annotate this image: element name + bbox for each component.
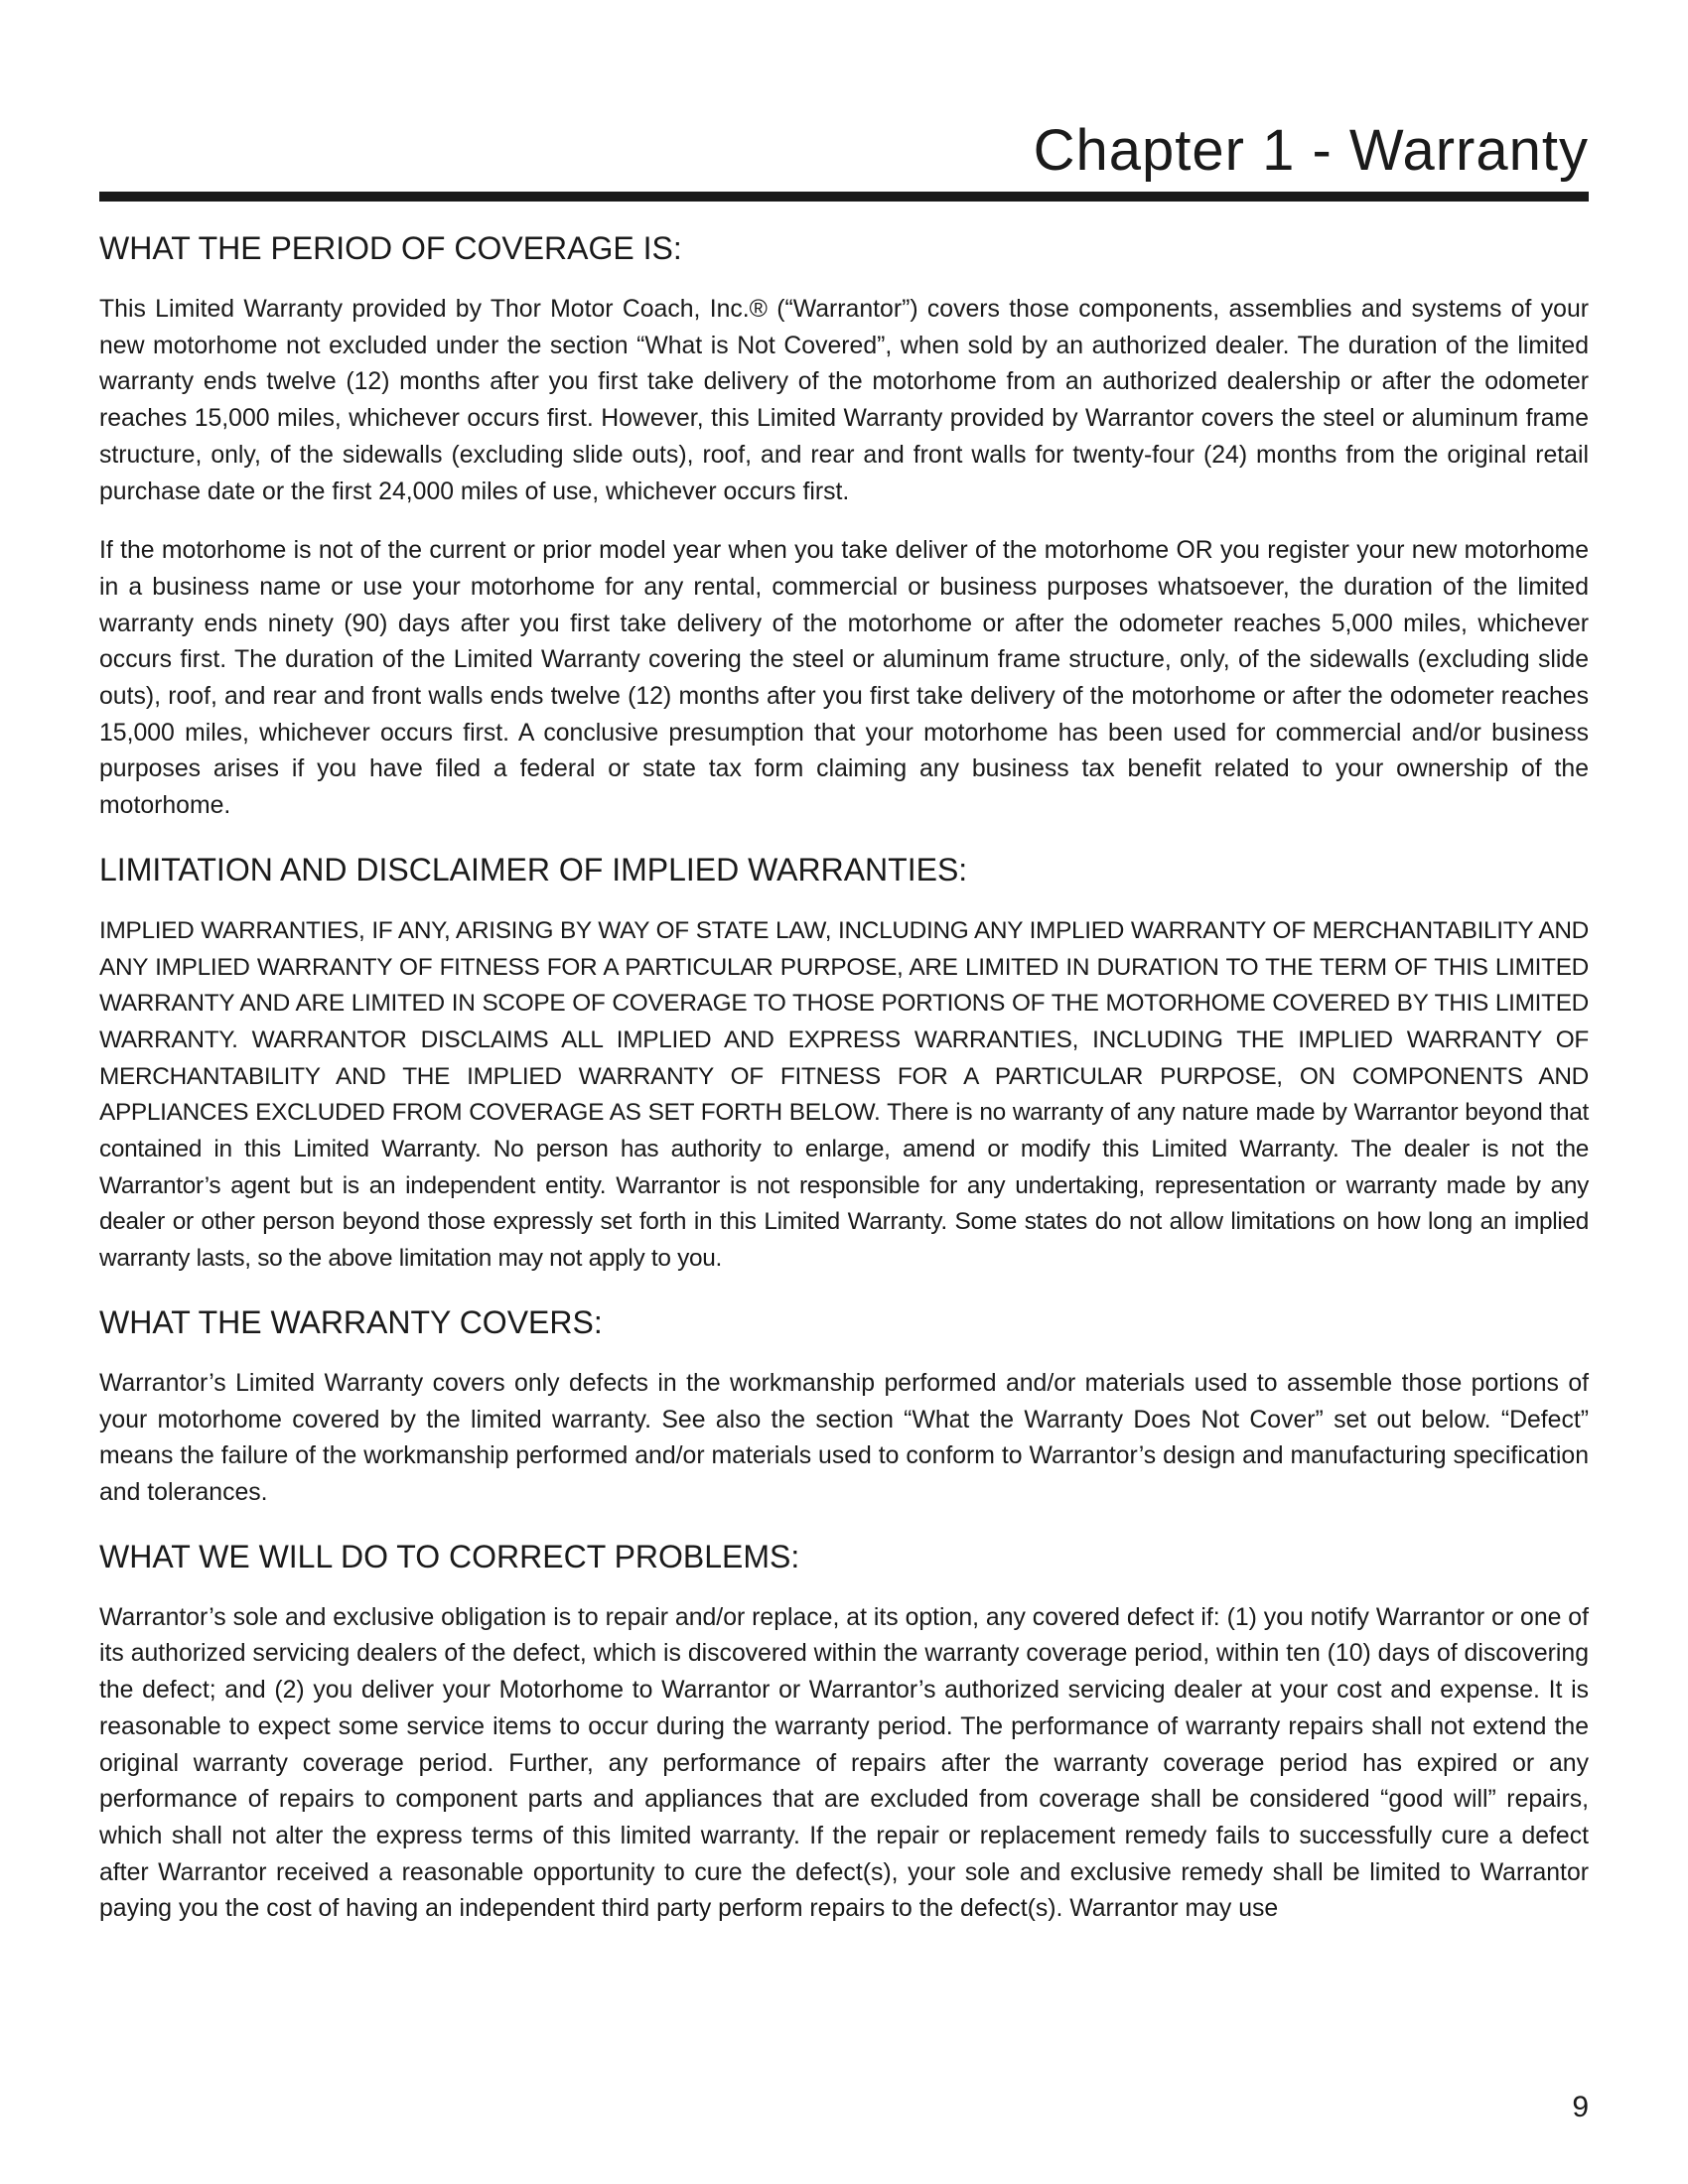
paragraph-correct-problems: Warrantor’s sole and exclusive obligation is to repair and/or replace, at its option, any covered defect if: (1) you notify Warrantor or one of its authorized servicing dealers of the defect, which is discovered within the warranty coverage period, within ten (10) days of discovering the defect; and (2) you deliver your Motorhome to Warrantor or Warrantor’s authorized servicing dealer at your cost and expense. It is reasonable to expect some service items to occur during the warranty period. The performance of warranty repairs shall not extend the original warranty coverage period. Further, any performance of repairs after the warranty coverage period has expired or any performance of repairs to component parts and appliances that are excluded from coverage shall be considered “good will” repairs, which shall not alter the express terms of this limited warranty. If the repair or replacement remedy fails to successfully cure a defect after Warrantor received a reasonable opportunity to cure the defect(s), your sole and exclusive remedy shall be limited to Warrantor paying you the cost of having an independent third party perform repairs to the defect(s). Warrantor may use <box>99 1603 1589 1923</box>
section-heading-limitation-disclaimer: LIMITATION AND DISCLAIMER OF IMPLIED WARRANTIES: <box>99 851 968 887</box>
paragraph-period-of-coverage-1: This Limited Warranty provided by Thor Motor Coach, Inc.® (“Warrantor”) covers those components, assemblies and systems of your new motorhome not excluded under the section “What is Not Covered”, when sold by an authorized dealer. The duration of the limited warranty ends twelve (12) months after you first take delivery of the motorhome from an authorized dealership or after the odometer reaches 15,000 miles, whichever occurs first. However, this Limited Warranty provided by Warrantor covers the steel or aluminum frame structure, only, of the sidewalls (excluding slide outs), roof, and rear and front walls for twenty-four (24) months from the original retail purchase date or the first 24,000 miles of use, whichever occurs first. <box>99 296 1589 505</box>
paragraph-limitation-disclaimer: IMPLIED WARRANTIES, IF ANY, ARISING BY WAY OF STATE LAW, INCLUDING ANY IMPLIED WARRANTY OF MERCHANTABILITY AND ANY IMPLIED WARRANTY OF FITNESS FOR A PARTICULAR PURPOSE, ARE LIMITED IN DURATION TO THE TERM OF THIS LIMITED WARRANTY AND ARE LIMITED IN SCOPE OF COVERAGE TO THOSE PORTIONS OF THE MOTORHOME COVERED BY THIS LIMITED WARRANTY. WARRANTOR DISCLAIMS ALL IMPLIED AND EXPRESS WARRANTIES, INCLUDING THE IMPLIED WARRANTY OF MERCHANTABILITY AND THE IMPLIED WARRANTY OF FITNESS FOR A PARTICULAR PURPOSE, ON COMPONENTS AND APPLIANCES EXCLUDED FROM COVERAGE AS SET FORTH BELOW. There is no warranty of any nature made by Warrantor beyond that contained in this Limited Warranty. No person has authority to enlarge, amend or modify this Limited Warranty. The dealer is not the Warrantor’s agent but is an independent entity. Warrantor is not responsible for any undertaking, representation or warranty made by any dealer or other person beyond those expressly set forth in this Limited Warranty. Some states do not allow limitations on how long an implied warranty lasts, so the above limitation may not apply to you. <box>99 916 1589 1273</box>
section-heading-period-of-coverage: WHAT THE PERIOD OF COVERAGE IS: <box>99 230 682 266</box>
page-content <box>99 226 1589 1928</box>
page-number: 9 <box>1572 2091 1589 2123</box>
chapter-title: Chapter 1 - Warranty <box>1033 118 1589 183</box>
header-rule <box>99 192 1589 202</box>
paragraph-warranty-covers: Warrantor’s Limited Warranty covers only defects in the workmanship performed and/or materials used to assemble those portions of your motorhome covered by the limited warranty. See also the section “What the Warranty Does Not Cover” set out below. “Defect” means the failure of the workmanship performed and/or materials used to conform to Warrantor’s design and manufacturing specification and tolerances. <box>99 1369 1589 1506</box>
section-heading-correct-problems: WHAT WE WILL DO TO CORRECT PROBLEMS: <box>99 1538 800 1574</box>
paragraph-period-of-coverage-2: If the motorhome is not of the current or prior model year when you take deliver of the motorhome OR you register your new motorhome in a business name or use your motorhome for any rental, commercial or business purposes whatsoever, the duration of the limited warranty ends ninety (90) days after you first take delivery of the motorhome or after the odometer reaches 5,000 miles, whichever occurs first. The duration of the Limited Warranty covering the steel or aluminum frame structure, only, of the sidewalls (excluding slide outs), roof, and rear and front walls ends twelve (12) months after you first take delivery of the motorhome or after the odometer reaches 15,000 miles, whichever occurs first. A conclusive presumption that your motorhome has been used for commercial and/or business purposes arises if you have filed a federal or state tax form claiming any business tax benefit related to your ownership of the motorhome. <box>99 537 1589 820</box>
section-heading-warranty-covers: WHAT THE WARRANTY COVERS: <box>99 1303 603 1340</box>
